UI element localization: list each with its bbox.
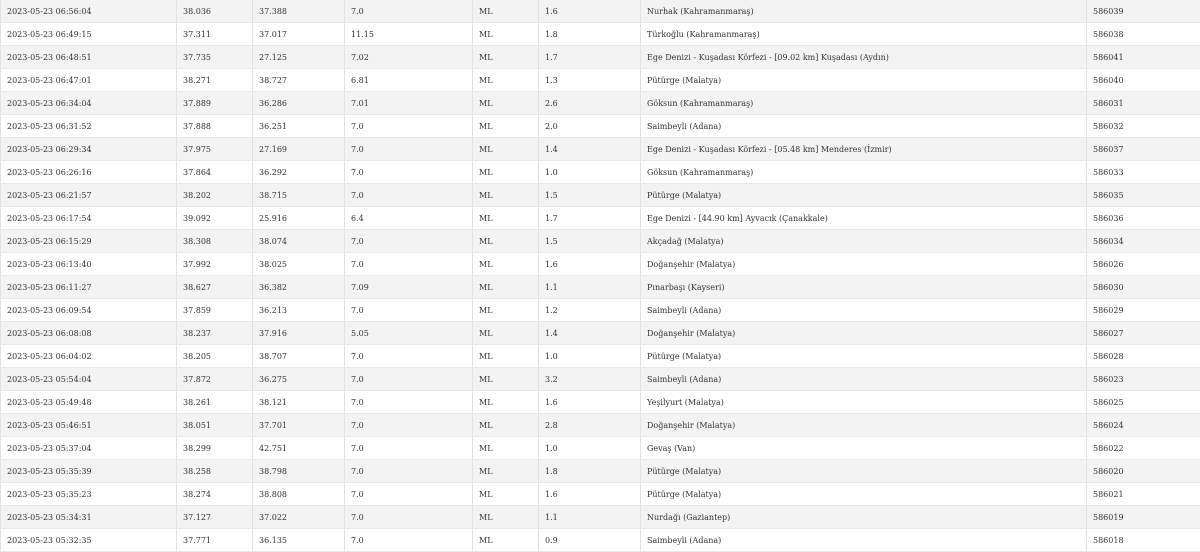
- magnitude-cell: 1.6: [539, 253, 641, 276]
- table-row: [1, 345, 1200, 368]
- magnitude-type-cell: ML: [473, 138, 539, 161]
- depth-cell: 7.0: [345, 345, 473, 368]
- latitude-cell: 37.864: [177, 161, 253, 184]
- longitude-cell: 27.169: [253, 138, 345, 161]
- date-time-cell: 2023-05-23 06:47:01: [1, 69, 177, 92]
- latitude-cell: 38.308: [177, 230, 253, 253]
- longitude-cell: 38.707: [253, 345, 345, 368]
- latitude-cell: 37.872: [177, 368, 253, 391]
- depth-cell: 7.0: [345, 230, 473, 253]
- event-id-cell: 586023: [1087, 368, 1200, 391]
- table-row: [1, 529, 1200, 552]
- longitude-cell: 37.022: [253, 506, 345, 529]
- magnitude-cell: 1.0: [539, 437, 641, 460]
- depth-cell: 7.0: [345, 483, 473, 506]
- depth-cell: 7.0: [345, 391, 473, 414]
- table-row: [1, 368, 1200, 391]
- table-row: [1, 322, 1200, 345]
- longitude-cell: 36.286: [253, 92, 345, 115]
- location-cell: Akçadağ (Malatya): [641, 230, 1087, 253]
- date-time-cell: 2023-05-23 06:48:51: [1, 46, 177, 69]
- date-time-cell: 2023-05-23 06:04:02: [1, 345, 177, 368]
- magnitude-cell: 1.1: [539, 276, 641, 299]
- location-cell: Saimbeyli (Adana): [641, 299, 1087, 322]
- depth-cell: 7.09: [345, 276, 473, 299]
- magnitude-type-cell: ML: [473, 161, 539, 184]
- event-id-cell: 586019: [1087, 506, 1200, 529]
- longitude-cell: 36.135: [253, 529, 345, 552]
- event-id-cell: 586039: [1087, 0, 1200, 23]
- date-time-cell: 2023-05-23 06:08:08: [1, 322, 177, 345]
- location-cell: Saimbeyli (Adana): [641, 529, 1087, 552]
- latitude-cell: 37.311: [177, 23, 253, 46]
- latitude-cell: 38.205: [177, 345, 253, 368]
- magnitude-type-cell: ML: [473, 414, 539, 437]
- event-id-cell: 586021: [1087, 483, 1200, 506]
- table-row: [1, 184, 1200, 207]
- magnitude-type-cell: ML: [473, 460, 539, 483]
- table-row: [1, 483, 1200, 506]
- longitude-cell: 37.701: [253, 414, 345, 437]
- depth-cell: 7.01: [345, 92, 473, 115]
- magnitude-type-cell: ML: [473, 253, 539, 276]
- event-id-cell: 586036: [1087, 207, 1200, 230]
- longitude-cell: 37.388: [253, 0, 345, 23]
- magnitude-cell: 1.0: [539, 345, 641, 368]
- date-time-cell: 2023-05-23 06:15:29: [1, 230, 177, 253]
- table-row: [1, 69, 1200, 92]
- longitude-cell: 38.074: [253, 230, 345, 253]
- magnitude-cell: 1.7: [539, 46, 641, 69]
- magnitude-cell: 1.6: [539, 391, 641, 414]
- magnitude-type-cell: ML: [473, 23, 539, 46]
- date-time-cell: 2023-05-23 05:54:04: [1, 368, 177, 391]
- longitude-cell: 36.251: [253, 115, 345, 138]
- table-row: [1, 230, 1200, 253]
- latitude-cell: 38.271: [177, 69, 253, 92]
- magnitude-cell: 1.5: [539, 184, 641, 207]
- depth-cell: 7.0: [345, 161, 473, 184]
- event-id-cell: 586020: [1087, 460, 1200, 483]
- event-id-cell: 586018: [1087, 529, 1200, 552]
- depth-cell: 7.0: [345, 460, 473, 483]
- longitude-cell: 38.715: [253, 184, 345, 207]
- date-time-cell: 2023-05-23 06:31:52: [1, 115, 177, 138]
- date-time-cell: 2023-05-23 06:13:40: [1, 253, 177, 276]
- depth-cell: 11.15: [345, 23, 473, 46]
- event-id-cell: 586035: [1087, 184, 1200, 207]
- location-cell: Pütürge (Malatya): [641, 69, 1087, 92]
- date-time-cell: 2023-05-23 05:34:31: [1, 506, 177, 529]
- magnitude-type-cell: ML: [473, 46, 539, 69]
- location-cell: Ege Denizi - Kuşadası Körfezi - [05.48 km] Menderes (İzmir): [641, 138, 1087, 161]
- longitude-cell: 38.121: [253, 391, 345, 414]
- table-row: [1, 161, 1200, 184]
- event-id-cell: 586031: [1087, 92, 1200, 115]
- magnitude-cell: 2.8: [539, 414, 641, 437]
- longitude-cell: 25.916: [253, 207, 345, 230]
- depth-cell: 7.0: [345, 368, 473, 391]
- latitude-cell: 39.092: [177, 207, 253, 230]
- table-row: [1, 46, 1200, 69]
- event-id-cell: 586022: [1087, 437, 1200, 460]
- latitude-cell: 37.975: [177, 138, 253, 161]
- magnitude-cell: 1.7: [539, 207, 641, 230]
- table-row: [1, 92, 1200, 115]
- location-cell: Saimbeyli (Adana): [641, 368, 1087, 391]
- magnitude-type-cell: ML: [473, 345, 539, 368]
- location-cell: Yeşilyurt (Malatya): [641, 391, 1087, 414]
- location-cell: Saimbeyli (Adana): [641, 115, 1087, 138]
- table-row: [1, 0, 1200, 23]
- latitude-cell: 37.771: [177, 529, 253, 552]
- date-time-cell: 2023-05-23 06:29:34: [1, 138, 177, 161]
- magnitude-type-cell: ML: [473, 276, 539, 299]
- date-time-cell: 2023-05-23 05:46:51: [1, 414, 177, 437]
- depth-cell: 7.0: [345, 529, 473, 552]
- location-cell: Ege Denizi - [44.90 km] Ayvacık (Çanakkale): [641, 207, 1087, 230]
- location-cell: Doğanşehir (Malatya): [641, 253, 1087, 276]
- event-id-cell: 586024: [1087, 414, 1200, 437]
- event-id-cell: 586026: [1087, 253, 1200, 276]
- latitude-cell: 38.299: [177, 437, 253, 460]
- location-cell: Pınarbaşı (Kayseri): [641, 276, 1087, 299]
- magnitude-cell: 2.0: [539, 115, 641, 138]
- magnitude-cell: 1.5: [539, 230, 641, 253]
- date-time-cell: 2023-05-23 06:17:54: [1, 207, 177, 230]
- depth-cell: 7.0: [345, 437, 473, 460]
- latitude-cell: 38.258: [177, 460, 253, 483]
- longitude-cell: 37.017: [253, 23, 345, 46]
- location-cell: Pütürge (Malatya): [641, 345, 1087, 368]
- magnitude-cell: 1.8: [539, 460, 641, 483]
- latitude-cell: 38.237: [177, 322, 253, 345]
- table-row: [1, 207, 1200, 230]
- magnitude-type-cell: ML: [473, 483, 539, 506]
- depth-cell: 7.0: [345, 299, 473, 322]
- magnitude-cell: 1.6: [539, 0, 641, 23]
- magnitude-type-cell: ML: [473, 0, 539, 23]
- table-row: [1, 506, 1200, 529]
- location-cell: Gevaş (Van): [641, 437, 1087, 460]
- magnitude-type-cell: ML: [473, 391, 539, 414]
- latitude-cell: 37.127: [177, 506, 253, 529]
- longitude-cell: 27.125: [253, 46, 345, 69]
- depth-cell: 7.0: [345, 0, 473, 23]
- magnitude-cell: 0.9: [539, 529, 641, 552]
- depth-cell: 7.0: [345, 506, 473, 529]
- longitude-cell: 38.808: [253, 483, 345, 506]
- date-time-cell: 2023-05-23 05:49:48: [1, 391, 177, 414]
- depth-cell: 5.05: [345, 322, 473, 345]
- depth-cell: 7.0: [345, 414, 473, 437]
- location-cell: Doğanşehir (Malatya): [641, 414, 1087, 437]
- date-time-cell: 2023-05-23 06:09:54: [1, 299, 177, 322]
- table-row: [1, 437, 1200, 460]
- magnitude-cell: 2.6: [539, 92, 641, 115]
- event-id-cell: 586038: [1087, 23, 1200, 46]
- magnitude-type-cell: ML: [473, 92, 539, 115]
- magnitude-cell: 1.0: [539, 161, 641, 184]
- magnitude-type-cell: ML: [473, 207, 539, 230]
- magnitude-type-cell: ML: [473, 230, 539, 253]
- magnitude-type-cell: ML: [473, 529, 539, 552]
- magnitude-cell: 1.6: [539, 483, 641, 506]
- date-time-cell: 2023-05-23 06:26:16: [1, 161, 177, 184]
- depth-cell: 7.0: [345, 138, 473, 161]
- event-id-cell: 586032: [1087, 115, 1200, 138]
- magnitude-type-cell: ML: [473, 437, 539, 460]
- magnitude-cell: 1.1: [539, 506, 641, 529]
- event-id-cell: 586034: [1087, 230, 1200, 253]
- magnitude-type-cell: ML: [473, 115, 539, 138]
- event-id-cell: 586027: [1087, 322, 1200, 345]
- event-id-cell: 586029: [1087, 299, 1200, 322]
- longitude-cell: 36.213: [253, 299, 345, 322]
- latitude-cell: 37.888: [177, 115, 253, 138]
- magnitude-type-cell: ML: [473, 184, 539, 207]
- location-cell: Pütürge (Malatya): [641, 483, 1087, 506]
- table-row: [1, 138, 1200, 161]
- table-row: [1, 460, 1200, 483]
- event-id-cell: 586033: [1087, 161, 1200, 184]
- event-id-cell: 586041: [1087, 46, 1200, 69]
- event-id-cell: 586037: [1087, 138, 1200, 161]
- table-row: [1, 253, 1200, 276]
- location-cell: Ege Denizi - Kuşadası Körfezi - [09.02 km] Kuşadası (Aydın): [641, 46, 1087, 69]
- longitude-cell: 36.382: [253, 276, 345, 299]
- date-time-cell: 2023-05-23 06:56:04: [1, 0, 177, 23]
- magnitude-cell: 1.4: [539, 138, 641, 161]
- latitude-cell: 38.627: [177, 276, 253, 299]
- latitude-cell: 37.992: [177, 253, 253, 276]
- table-row: [1, 414, 1200, 437]
- depth-cell: 6.81: [345, 69, 473, 92]
- table-row: [1, 299, 1200, 322]
- magnitude-type-cell: ML: [473, 506, 539, 529]
- location-cell: Nurdağı (Gaziantep): [641, 506, 1087, 529]
- latitude-cell: 38.274: [177, 483, 253, 506]
- longitude-cell: 38.025: [253, 253, 345, 276]
- event-id-cell: 586025: [1087, 391, 1200, 414]
- date-time-cell: 2023-05-23 05:32:35: [1, 529, 177, 552]
- date-time-cell: 2023-05-23 06:49:15: [1, 23, 177, 46]
- date-time-cell: 2023-05-23 05:37:04: [1, 437, 177, 460]
- location-cell: Göksun (Kahramanmaraş): [641, 161, 1087, 184]
- magnitude-cell: 3.2: [539, 368, 641, 391]
- event-id-cell: 586028: [1087, 345, 1200, 368]
- depth-cell: 7.0: [345, 115, 473, 138]
- earthquake-table-body: [1, 0, 1200, 552]
- depth-cell: 7.0: [345, 184, 473, 207]
- location-cell: Türkoğlu (Kahramanmaraş): [641, 23, 1087, 46]
- longitude-cell: 38.798: [253, 460, 345, 483]
- location-cell: Nurhak (Kahramanmaraş): [641, 0, 1087, 23]
- table-row: [1, 276, 1200, 299]
- longitude-cell: 38.727: [253, 69, 345, 92]
- table-row: [1, 391, 1200, 414]
- event-id-cell: 586030: [1087, 276, 1200, 299]
- magnitude-type-cell: ML: [473, 368, 539, 391]
- depth-cell: 7.0: [345, 253, 473, 276]
- date-time-cell: 2023-05-23 05:35:39: [1, 460, 177, 483]
- latitude-cell: 37.889: [177, 92, 253, 115]
- date-time-cell: 2023-05-23 06:21:57: [1, 184, 177, 207]
- magnitude-cell: 1.3: [539, 69, 641, 92]
- location-cell: Göksun (Kahramanmaraş): [641, 92, 1087, 115]
- latitude-cell: 37.735: [177, 46, 253, 69]
- event-id-cell: 586040: [1087, 69, 1200, 92]
- date-time-cell: 2023-05-23 06:11:27: [1, 276, 177, 299]
- magnitude-type-cell: ML: [473, 322, 539, 345]
- latitude-cell: 37.859: [177, 299, 253, 322]
- magnitude-cell: 1.4: [539, 322, 641, 345]
- location-cell: Pütürge (Malatya): [641, 460, 1087, 483]
- magnitude-type-cell: ML: [473, 299, 539, 322]
- depth-cell: 6.4: [345, 207, 473, 230]
- depth-cell: 7.02: [345, 46, 473, 69]
- table-row: [1, 23, 1200, 46]
- longitude-cell: 36.275: [253, 368, 345, 391]
- magnitude-cell: 1.8: [539, 23, 641, 46]
- location-cell: Doğanşehir (Malatya): [641, 322, 1087, 345]
- table-row: [1, 115, 1200, 138]
- magnitude-cell: 1.2: [539, 299, 641, 322]
- latitude-cell: 38.202: [177, 184, 253, 207]
- longitude-cell: 37.916: [253, 322, 345, 345]
- date-time-cell: 2023-05-23 05:35:23: [1, 483, 177, 506]
- location-cell: Pütürge (Malatya): [641, 184, 1087, 207]
- longitude-cell: 36.292: [253, 161, 345, 184]
- magnitude-type-cell: ML: [473, 69, 539, 92]
- latitude-cell: 38.051: [177, 414, 253, 437]
- longitude-cell: 42.751: [253, 437, 345, 460]
- date-time-cell: 2023-05-23 06:34:04: [1, 92, 177, 115]
- latitude-cell: 38.036: [177, 0, 253, 23]
- latitude-cell: 38.261: [177, 391, 253, 414]
